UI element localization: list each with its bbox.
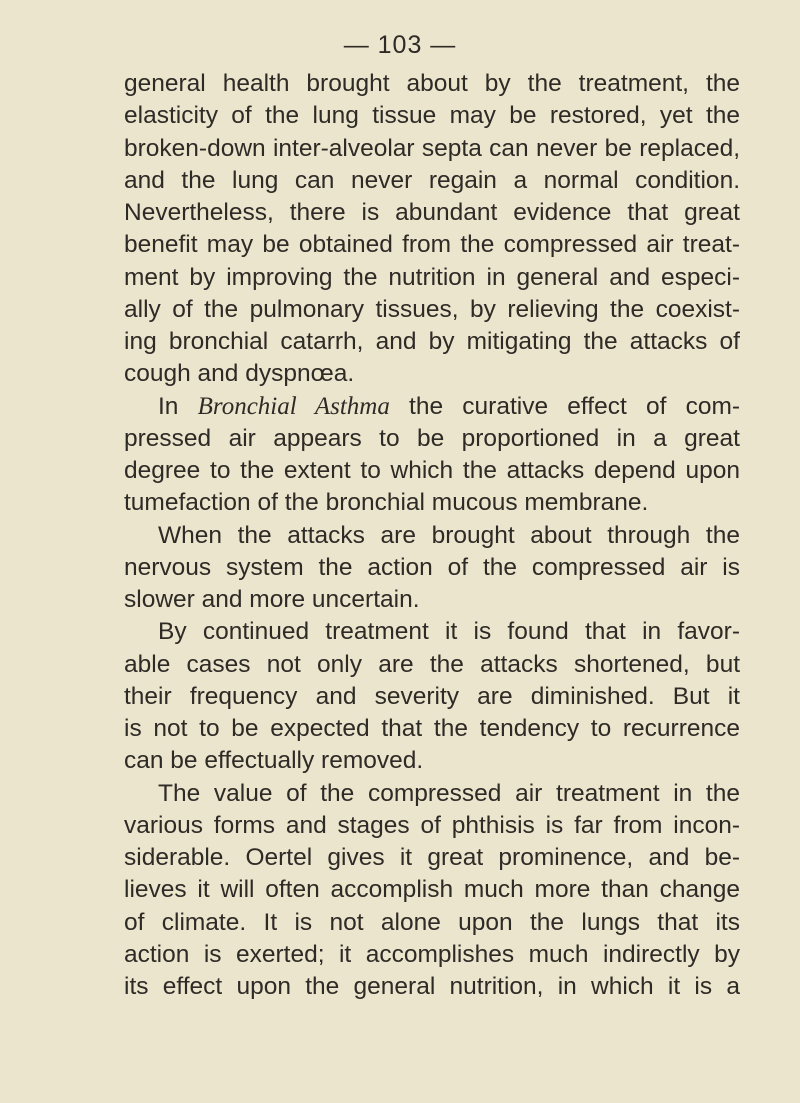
text-line: siderable. Oertel gives it great prominence, and be-: [124, 844, 740, 871]
page-body: [124, 68, 740, 1003]
text-line: pressed air appears to be proportioned in a great: [124, 424, 740, 452]
text-line: nervous system the action of the compressed air is: [124, 553, 740, 581]
text-line: cough and dyspnœa.: [124, 360, 355, 388]
text-line: lieves it will often accomplish much more than change: [124, 876, 740, 904]
line-prefix: In: [158, 392, 198, 420]
text-line: of climate. It is not alone upon the lungs that its: [124, 908, 740, 936]
text-line: action is exerted; it accomplishes much indirectly by: [124, 940, 740, 968]
text-line: ally of the pulmonary tissues, by relieving the coexist-: [124, 295, 740, 323]
text-line: elasticity of the lung tissue may be restored, yet the: [124, 102, 740, 130]
text-line: Nevertheless, there is abundant evidence that great: [124, 199, 740, 226]
text-line: various forms and stages of phthisis is far from incon-: [124, 811, 740, 839]
text-line: degree to the extent to which the attacks depend upon: [124, 457, 740, 484]
text-line-heading: [124, 391, 740, 423]
text-line: and the lung can never regain a normal condition.: [124, 166, 740, 194]
text-line: able cases not only are the attacks shortened, but: [124, 650, 740, 678]
page-number: — 103 —: [343, 31, 457, 59]
text-line: is not to be expected that the tendency to recurrence: [124, 715, 740, 742]
text-line: slower and more uncertain.: [124, 586, 420, 613]
text-line: their frequency and severity are diminished. But it: [124, 682, 740, 710]
text-line: its effect upon the general nutrition, in which it is a: [124, 973, 740, 1000]
text-line: ing bronchial catarrh, and by mitigating the attacks of: [124, 328, 740, 355]
text-line: tumefaction of the bronchial mucous membrane.: [124, 489, 649, 517]
text-line: When the attacks are brought about through the: [158, 521, 740, 549]
text-line: general health brought about by the treatment, the: [124, 70, 740, 97]
disease-term-italic: Bronchial Asthma: [197, 392, 390, 420]
text-line: benefit may be obtained from the compressed air treat-: [124, 231, 740, 259]
text-line: The value of the compressed air treatment in the: [158, 779, 740, 807]
text-line: By continued treatment it is found that in favor-: [158, 618, 740, 646]
line-suffix: the curative effect of com-: [389, 392, 741, 420]
text-line: ment by improving the nutrition in general and especi-: [124, 263, 740, 291]
text-line: broken-down inter-alveolar septa can never be replaced,: [124, 134, 740, 162]
text-line: can be effectually removed.: [124, 747, 424, 775]
